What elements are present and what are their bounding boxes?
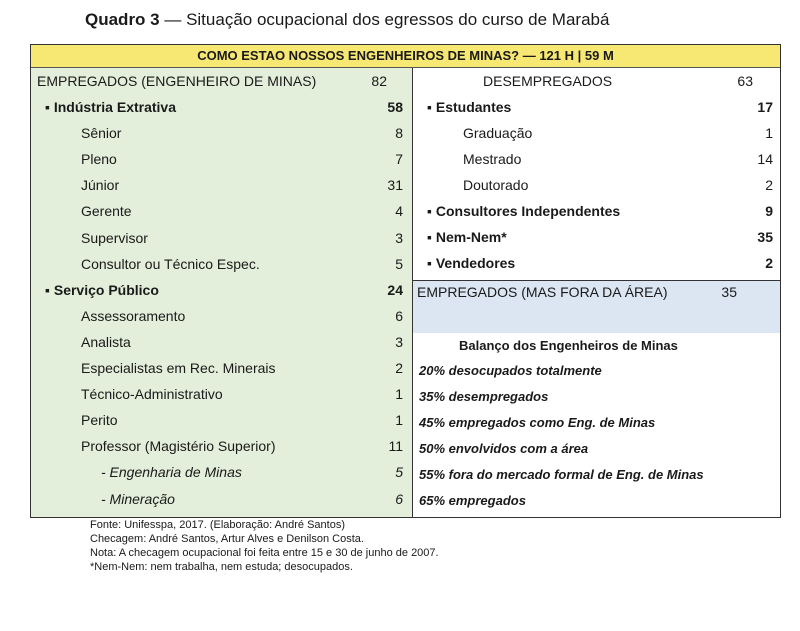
balance-panel [413, 333, 780, 517]
employed-row-value: 11 [388, 438, 403, 455]
balance-item: 35% desempregados [419, 389, 549, 404]
unemployed-row-label: ▪ Estudantes [427, 99, 512, 115]
employed-row-value: 7 [395, 151, 403, 168]
employed-panel [31, 68, 413, 517]
employed-row-label: Analista [81, 333, 131, 350]
unemployed-row-value: 14 [757, 151, 773, 167]
footnote: *Nem-Nem: nem trabalha, nem estuda; desocupados. [90, 561, 353, 573]
employed-row-label: Supervisor [81, 229, 148, 246]
employed-row-value: 31 [387, 177, 403, 194]
employed-row-value: 1 [395, 412, 403, 429]
employed-row-value: 6 [395, 490, 403, 507]
employed-outside-value: 35 [721, 284, 737, 300]
employed-row-label: - Engenharia de Minas [101, 464, 242, 481]
employed-row-label: ▪ Indústria Extrativa [45, 99, 177, 115]
occupation-table [30, 44, 781, 518]
footnote: Checagem: André Santos, Artur Alves e Denilson Costa. [90, 533, 364, 545]
employed-head-label: EMPREGADOS (ENGENHEIRO DE MINAS) [37, 73, 317, 89]
employed-row-value: 5 [395, 255, 403, 272]
employed-row-label: Pleno [81, 151, 117, 168]
employed-row-value: 24 [387, 281, 403, 298]
footnote: Fonte: Unifesspa, 2017. (Elaboração: André Santos) [90, 519, 345, 531]
footnote: Nota: A checagem ocupacional foi feita entre 15 e 30 de junho de 2007. [90, 547, 439, 559]
employed-row-value: 3 [395, 333, 403, 350]
employed-row-value: 4 [395, 203, 403, 220]
page-title [85, 10, 609, 30]
employed-row-label: ▪ Serviço Público [45, 281, 159, 298]
unemployed-row-label: ▪ Vendedores [427, 255, 516, 271]
employed-row-label: - Mineração [101, 490, 175, 507]
employed-row-value: 8 [395, 125, 403, 142]
unemployed-row-value: 2 [765, 177, 773, 193]
title-bold: Quadro 3 [85, 10, 160, 29]
employed-outside-panel [413, 280, 780, 334]
employed-row-label: Consultor ou Técnico Espec. [81, 255, 260, 272]
employed-row-value: 3 [395, 229, 403, 246]
title-rest: — Situação ocupacional dos egressos do curso de Marabá [159, 10, 610, 29]
unemployed-head-value: 63 [737, 73, 753, 89]
unemployed-panel [413, 68, 780, 280]
unemployed-row-value: 1 [765, 125, 773, 141]
employed-row-label: Sênior [81, 125, 122, 142]
employed-row-value: 6 [395, 307, 403, 324]
balance-item: 45% empregados como Eng. de Minas [419, 415, 656, 430]
unemployed-row-value: 17 [757, 99, 773, 115]
employed-row-label: Especialistas em Rec. Minerais [81, 360, 276, 376]
balance-item: 50% envolvidos com a área [419, 441, 589, 456]
unemployed-row-label: Mestrado [463, 151, 522, 167]
employed-row-label: Gerente [81, 203, 132, 220]
unemployed-row-value: 9 [765, 203, 773, 219]
unemployed-row-label: ▪ Nem-Nem* [427, 229, 507, 245]
employed-row-value: 1 [395, 386, 403, 403]
unemployed-row-label: Graduação [463, 125, 533, 141]
balance-title: Balanço dos Engenheiros de Minas [459, 338, 678, 353]
employed-row-label: Técnico-Administrativo [81, 386, 223, 403]
unemployed-head-label: DESEMPREGADOS [483, 73, 613, 89]
table-header: COMO ESTAO NOSSOS ENGENHEIROS DE MINAS? — 121 H | 59 M [31, 45, 780, 68]
employed-row-value: 5 [395, 464, 403, 481]
employed-row-label: Assessoramento [81, 307, 186, 324]
employed-head-value: 82 [371, 73, 387, 89]
employed-row-label: Professor (Magistério Superior) [81, 438, 276, 455]
balance-item: 65% empregados [419, 493, 526, 508]
employed-row-label: Júnior [81, 177, 120, 194]
employed-row-label: Perito [81, 412, 118, 429]
unemployed-row-label: ▪ Consultores Independentes [427, 203, 621, 219]
employed-row-value: 58 [387, 99, 403, 115]
unemployed-row-value: 35 [757, 229, 773, 245]
balance-item: 55% fora do mercado formal de Eng. de Minas [419, 467, 704, 482]
balance-item: 20% desocupados totalmente [419, 363, 602, 378]
unemployed-row-label: Doutorado [463, 177, 529, 193]
employed-row-value: 2 [395, 360, 403, 376]
unemployed-row-value: 2 [765, 255, 773, 271]
employed-outside-label: EMPREGADOS (MAS FORA DA ÁREA) [417, 284, 668, 300]
